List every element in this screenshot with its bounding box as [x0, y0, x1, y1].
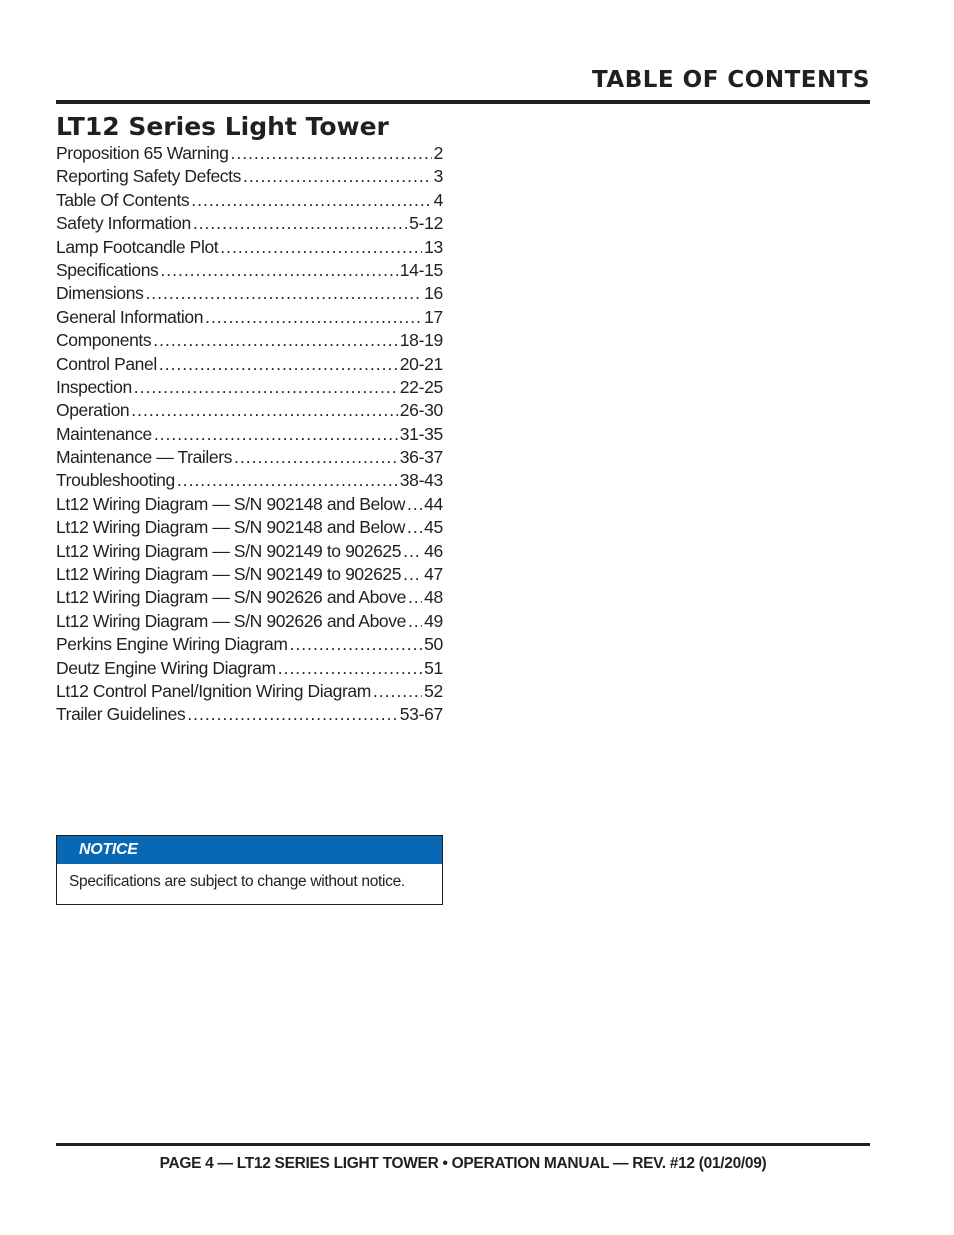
toc-dot-leader	[187, 703, 397, 726]
toc-entry-page: 3	[433, 166, 443, 187]
toc-entry-label: Inspection	[56, 376, 132, 397]
toc-entry[interactable]	[56, 680, 443, 703]
toc-entry-page: 2	[433, 143, 443, 163]
toc-entry-label: Lamp Footcandle Plot	[56, 236, 219, 257]
toc-entry-label: Maintenance — Trailers	[56, 447, 233, 468]
page-footer: PAGE 4 — LT12 SERIES LIGHT TOWER • OPERATION MANUAL — REV. #12 (01/20/09)	[159, 1155, 767, 1172]
toc-entry[interactable]	[56, 142, 443, 165]
toc-entry-label: Lt12 Wiring Diagram — S/N 902149 to 902625	[56, 564, 402, 585]
toc-dot-leader	[408, 610, 422, 633]
toc-entry[interactable]	[56, 657, 443, 680]
toc-dot-leader	[191, 189, 431, 212]
toc-entry-label: Lt12 Wiring Diagram — S/N 902148 and Below	[56, 493, 405, 514]
toc-entry[interactable]	[56, 586, 443, 609]
toc-entry[interactable]	[56, 259, 443, 282]
toc-dot-leader	[407, 516, 422, 539]
toc-dot-leader	[193, 212, 407, 235]
toc-entry-label: Components	[56, 330, 152, 351]
toc-entry[interactable]	[56, 376, 443, 399]
page-header-title: TABLE OF CONTENTS	[592, 67, 870, 93]
toc-entry[interactable]	[56, 633, 443, 656]
section-title: LT12 Series Light Tower	[56, 112, 389, 141]
toc-entry-page: 26-30	[399, 400, 443, 421]
toc-dot-leader	[159, 353, 398, 376]
toc-entry-page: 38-43	[399, 470, 443, 491]
toc-entry-page: 49	[424, 610, 443, 631]
toc-entry[interactable]	[56, 469, 443, 492]
toc-entry[interactable]	[56, 329, 443, 352]
toc-entry-label: Lt12 Control Panel/Ignition Wiring Diagram	[56, 680, 371, 701]
toc-entry-label: Operation	[56, 400, 130, 421]
toc-dot-leader	[403, 563, 422, 586]
toc-entry[interactable]	[56, 236, 443, 259]
toc-entry-page: 22-25	[399, 376, 443, 397]
toc-entry[interactable]	[56, 563, 443, 586]
toc-entry[interactable]	[56, 282, 443, 305]
toc-dot-leader	[278, 657, 422, 680]
toc-entry-page: 50	[424, 634, 443, 655]
toc-entry-label: Dimensions	[56, 283, 144, 304]
toc-entry[interactable]	[56, 516, 443, 539]
toc-entry-label: Deutz Engine Wiring Diagram	[56, 657, 276, 678]
toc-dot-leader	[134, 376, 398, 399]
toc-entry-page: 16	[424, 283, 443, 304]
toc-entry-label: Perkins Engine Wiring Diagram	[56, 634, 288, 655]
toc-dot-leader	[131, 399, 397, 422]
toc-entry-page: 5-12	[409, 213, 443, 234]
toc-dot-leader	[243, 165, 432, 188]
toc-entry-page: 4	[433, 189, 443, 210]
toc-entry[interactable]	[56, 493, 443, 516]
toc-entry-page: 13	[424, 236, 443, 257]
footer-divider	[56, 1143, 870, 1146]
toc-dot-leader	[153, 329, 398, 352]
toc-dot-leader	[373, 680, 422, 703]
toc-entry-label: Proposition 65 Warning	[56, 143, 229, 163]
toc-dot-leader	[234, 446, 398, 469]
notice-box	[56, 835, 443, 905]
toc-entry[interactable]	[56, 212, 443, 235]
toc-entry-page: 46	[424, 540, 443, 561]
toc-entry-page: 45	[424, 517, 443, 538]
toc-entry-label: Specifications	[56, 259, 159, 280]
toc-entry[interactable]	[56, 703, 443, 726]
toc-entry-page: 18-19	[399, 330, 443, 351]
toc-dot-leader	[154, 423, 398, 446]
toc-entry-label: Lt12 Wiring Diagram — S/N 902626 and Above	[56, 587, 406, 608]
toc-entry-page: 31-35	[399, 423, 443, 444]
toc-entry-label: Table Of Contents	[56, 189, 190, 210]
toc-entry-label: Trailer Guidelines	[56, 704, 186, 725]
toc-entry-label: Safety Information	[56, 213, 191, 234]
notice-text: Specifications are subject to change without notice.	[69, 873, 405, 890]
toc-dot-leader	[160, 259, 397, 282]
toc-entry-page: 44	[424, 493, 443, 514]
toc-entry[interactable]	[56, 610, 443, 633]
toc-entry[interactable]	[56, 399, 443, 422]
toc-dot-leader	[220, 236, 422, 259]
toc-entry[interactable]	[56, 540, 443, 563]
table-of-contents-list	[56, 142, 443, 727]
toc-entry-page: 14-15	[399, 259, 443, 280]
toc-entry-label: Lt12 Wiring Diagram — S/N 902626 and Above	[56, 610, 406, 631]
toc-entry[interactable]	[56, 353, 443, 376]
toc-entry-label: Control Panel	[56, 353, 157, 374]
toc-entry-label: General Information	[56, 306, 204, 327]
toc-dot-leader	[403, 540, 422, 563]
header-divider	[56, 100, 870, 104]
toc-dot-leader	[407, 493, 422, 516]
toc-entry[interactable]	[56, 306, 443, 329]
toc-dot-leader	[177, 469, 398, 492]
toc-entry-page: 48	[424, 587, 443, 608]
toc-entry-page: 51	[424, 657, 443, 678]
toc-entry[interactable]	[56, 423, 443, 446]
toc-entry-page: 53-67	[399, 704, 443, 725]
toc-dot-leader	[205, 306, 422, 329]
toc-dot-leader	[408, 586, 422, 609]
toc-entry[interactable]	[56, 165, 443, 188]
toc-dot-leader	[230, 142, 431, 165]
toc-entry[interactable]	[56, 189, 443, 212]
toc-entry-label: Lt12 Wiring Diagram — S/N 902148 and Below	[56, 517, 405, 538]
toc-entry-label: Reporting Safety Defects	[56, 166, 241, 187]
toc-entry-page: 47	[424, 564, 443, 585]
toc-entry-page: 17	[424, 306, 443, 327]
toc-entry-label: Troubleshooting	[56, 470, 175, 491]
toc-entry-page: 36-37	[399, 447, 443, 468]
toc-entry-page: 52	[424, 680, 443, 701]
toc-dot-leader	[145, 282, 422, 305]
toc-dot-leader	[290, 633, 423, 656]
notice-heading: NOTICE	[57, 836, 442, 864]
toc-entry-label: Lt12 Wiring Diagram — S/N 902149 to 902625	[56, 540, 402, 561]
toc-entry[interactable]	[56, 446, 443, 469]
toc-entry-page: 20-21	[399, 353, 443, 374]
toc-entry-label: Maintenance	[56, 423, 152, 444]
